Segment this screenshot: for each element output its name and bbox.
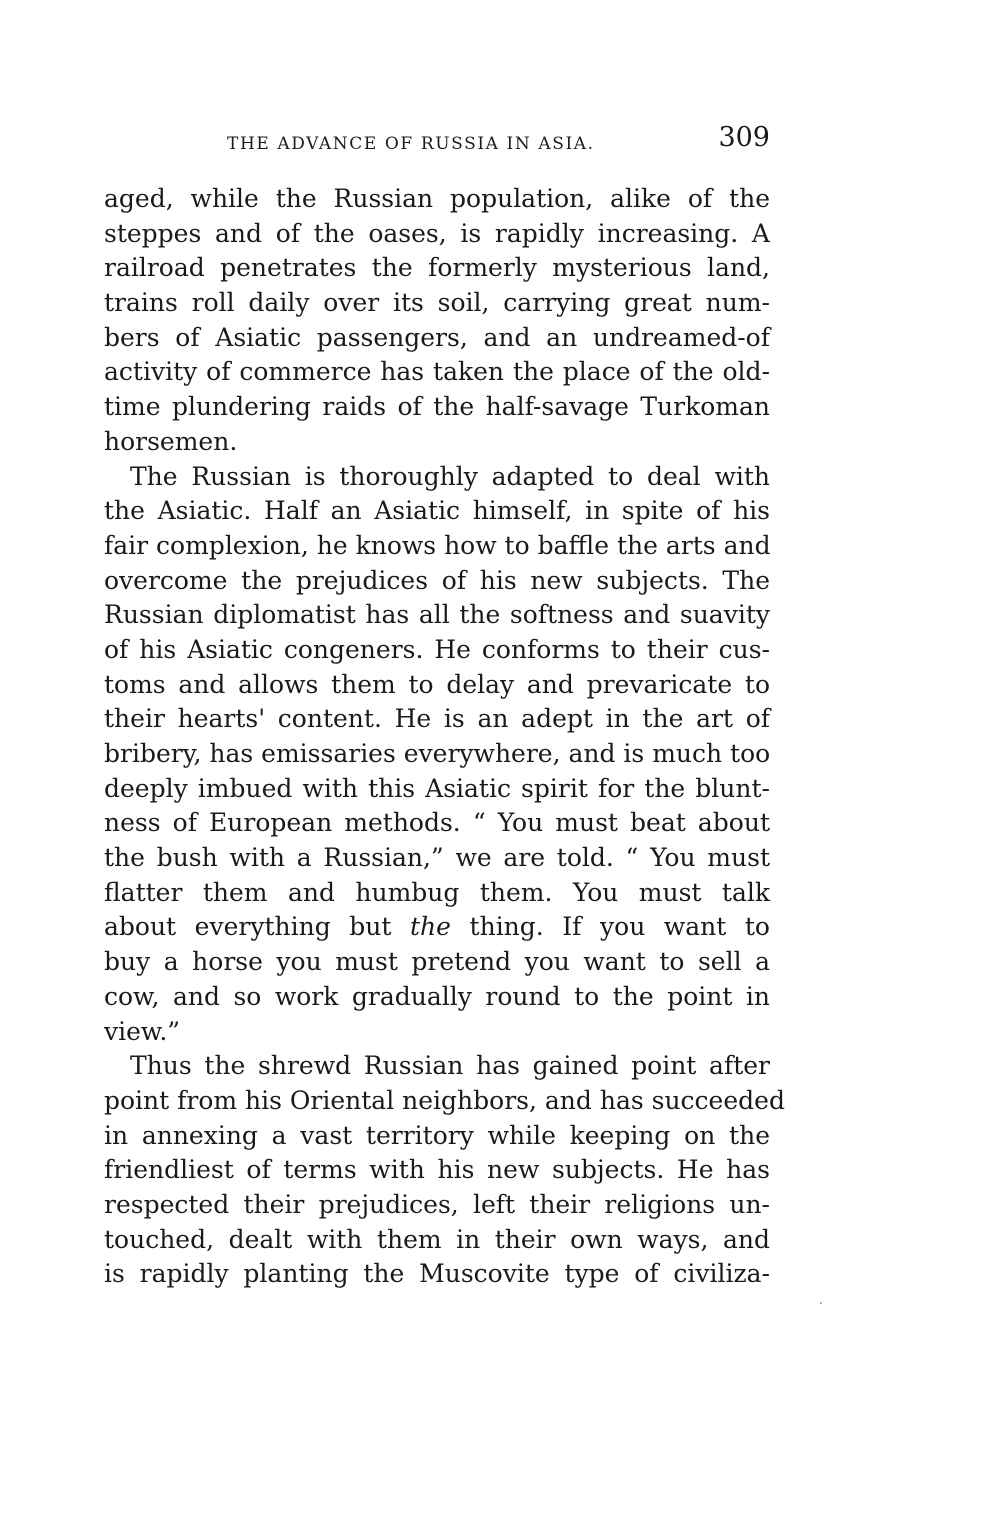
- text-line: deeply imbued with this Asiatic spirit for the blunt-: [104, 773, 770, 803]
- text-line: respected their prejudices, left their religions un-: [104, 1189, 770, 1219]
- italic-word: the: [410, 912, 451, 942]
- text-line: their hearts' content. He is an adept in the art of: [104, 704, 770, 734]
- text-line: is rapidly planting the Muscovite type of civiliza-: [104, 1259, 770, 1289]
- text-line: ness of European methods. “ You must beat about: [104, 808, 770, 838]
- running-title: THE ADVANCE OF RUSSIA IN ASIA.: [227, 134, 595, 154]
- text-line: [104, 910, 770, 945]
- paper-speck: [820, 1302, 822, 1304]
- text-line: the Asiatic. Half an Asiatic himself, in spite of his: [104, 496, 770, 526]
- text-line: activity of commerce has taken the place of the old-: [104, 357, 770, 387]
- text-line: The Russian is thoroughly adapted to deal with: [130, 461, 770, 491]
- text-line: toms and allows them to delay and prevaricate to: [104, 669, 770, 699]
- text-line: view.”: [104, 1016, 181, 1046]
- text-line: of his Asiatic congeners. He conforms to their cus-: [104, 634, 770, 664]
- text-line: in annexing a vast territory while keeping on the: [104, 1120, 770, 1150]
- text-line: Thus the shrewd Russian has gained point after: [130, 1051, 770, 1081]
- text-line: time plundering raids of the half-savage Turkoman: [104, 392, 770, 422]
- text-line: Russian diplomatist has all the softness and suavity: [104, 600, 770, 630]
- text-line: fair complexion, he knows how to baffle the arts and: [104, 530, 771, 560]
- body-text: [104, 182, 785, 1292]
- text-line: steppes and of the oases, is rapidly increasing. A: [104, 218, 770, 248]
- text-line: overcome the prejudices of his new subjects. The: [104, 565, 770, 595]
- text-line: trains roll daily over its soil, carrying great num-: [104, 288, 770, 318]
- text-line: bers of Asiatic passengers, and an undreamed-of: [104, 322, 770, 352]
- text-line: touched, dealt with them in their own ways, and: [104, 1224, 770, 1254]
- text-line: railroad penetrates the formerly mysterious land,: [104, 253, 770, 283]
- running-header: [104, 122, 770, 162]
- text-segment: thing. If you want to: [450, 912, 770, 942]
- text-line: horsemen.: [104, 426, 238, 456]
- text-line: bribery, has emissaries everywhere, and is much too: [104, 739, 771, 768]
- text-line: friendliest of terms with his new subjects. He has: [104, 1155, 770, 1185]
- text-line: buy a horse you must pretend you want to sell a: [104, 947, 770, 977]
- text-line: the bush with a Russian,” we are told. “ You must: [104, 843, 770, 873]
- text-segment: about everything but: [104, 912, 411, 942]
- page-number: 309: [718, 122, 770, 153]
- text-line: aged, while the Russian population, alike of the: [104, 184, 770, 213]
- text-line: flatter them and humbug them. You must talk: [104, 877, 770, 907]
- text-line: cow, and so work gradually round to the point in: [104, 981, 770, 1011]
- text-line: point from his Oriental neighbors, and has succeeded: [104, 1085, 785, 1115]
